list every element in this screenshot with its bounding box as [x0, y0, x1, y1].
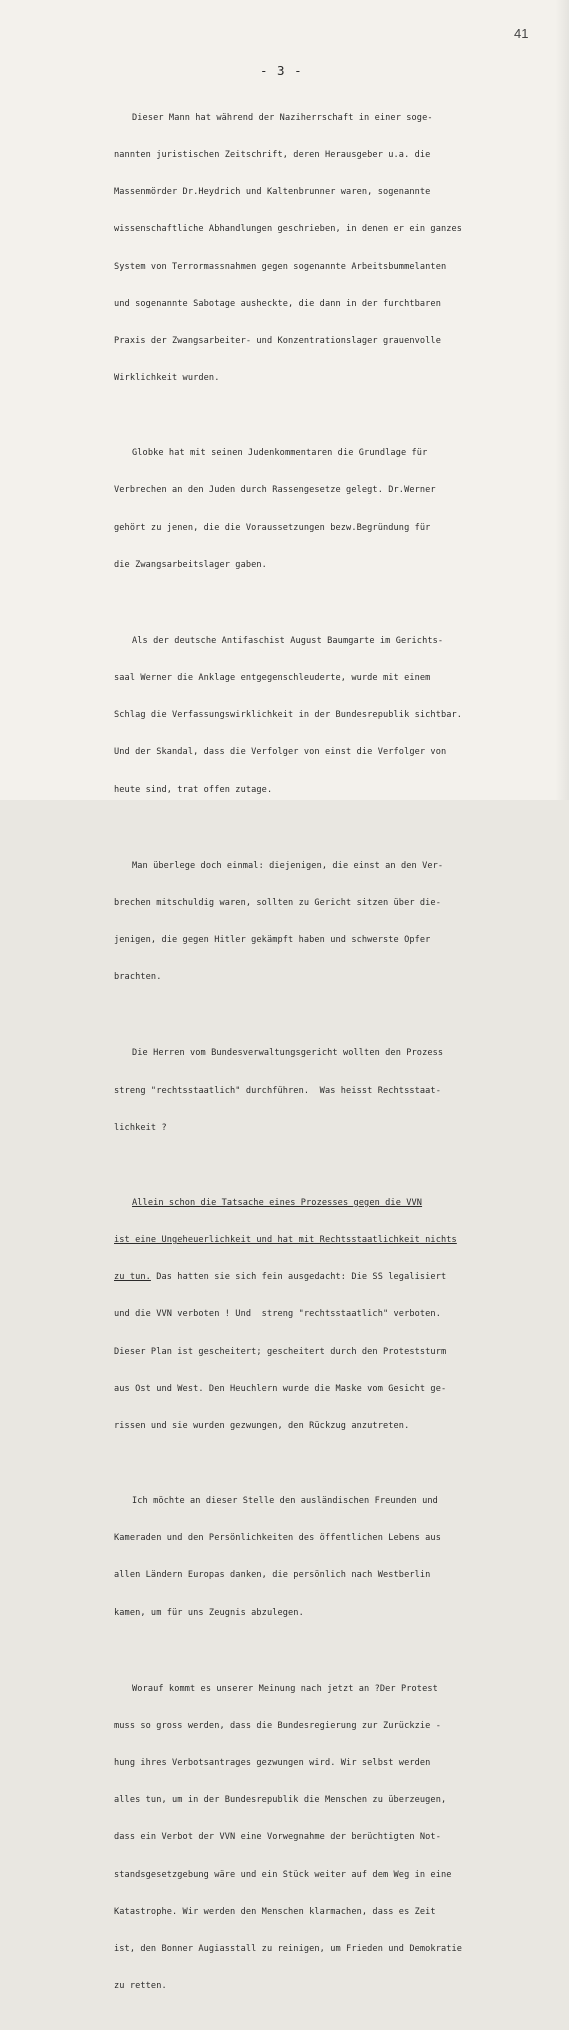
text-line: und die VVN verboten ! Und streng "rechtsstaatlich" verboten. — [114, 1309, 441, 1320]
text-line: Globke hat mit seinen Judenkommentaren die Grundlage für — [132, 448, 428, 459]
text-line: heute sind, trat offen zutage. — [114, 784, 273, 795]
text-line: allen Ländern Europas danken, die persönlich nach Westberlin — [114, 1570, 431, 1581]
text-fragment: Das hatten sie sich fein ausgedacht: Die SS legalisiert — [150, 1272, 447, 1283]
text-line: nannten juristischen Zeitschrift, deren Herausgeber u.a. die — [114, 150, 431, 161]
underlined-text-line: Allein schon die Tatsache eines Prozesses gegen die VVN — [132, 1197, 423, 1208]
text-line: rissen und sie wurden gezwungen, den Rückzug anzutreten. — [114, 1420, 410, 1431]
text-line: die Zwangsarbeitslager gaben. — [114, 559, 267, 570]
text-line: alles tun, um in der Bundesrepublik die Menschen zu überzeugen, — [114, 1795, 447, 1806]
text-line: saal Werner die Anklage entgegenschleuderte, wurde mit einem — [114, 673, 431, 684]
text-line: Worauf kommt es unserer Meinung nach jetzt an ?Der Protest — [132, 1683, 438, 1694]
text-line: gehört zu jenen, die die Voraussetzungen bezw.Begründung für — [114, 522, 431, 533]
underlined-text-fragment: zu tun. — [114, 1272, 151, 1283]
page-edge-shadow — [555, 0, 569, 800]
text-line: jenigen, die gegen Hitler gekämpft haben und schwerste Opfer — [114, 935, 431, 946]
text-line: Katastrophe. Wir werden den Menschen klarmachen, dass es Zeit — [114, 1906, 436, 1917]
paragraph-1 — [114, 87, 514, 409]
paragraph-2 — [114, 422, 514, 596]
text-line: Kameraden und den Persönlichkeiten des öffentlichen Lebens aus — [114, 1533, 441, 1544]
text-line: Als der deutsche Antifaschist August Baumgarte im Gerichts- — [132, 635, 444, 646]
paragraph-7 — [114, 1470, 514, 1644]
text-line: und sogenannte Sabotage ausheckte, die dann in der furchtbaren — [114, 298, 441, 309]
text-line: lichkeit ? — [114, 1122, 167, 1133]
typed-page-marker: - 3 - — [260, 63, 303, 78]
text-line: Praxis der Zwangsarbeiter- und Konzentrationslager grauenvolle — [114, 336, 441, 347]
paragraph-5 — [114, 1023, 514, 1159]
text-line: wissenschaftliche Abhandlungen geschrieben, in denen er ein ganzes — [114, 224, 463, 235]
text-line: System von Terrormassnahmen gegen sogenannte Arbeitsbummelanten — [114, 261, 447, 272]
text-line: Massenmörder Dr.Heydrich und Kaltenbrunner waren, sogenannte — [114, 187, 431, 198]
text-line: aus Ost und West. Den Heuchlern wurde die Maske vom Gesicht ge- — [114, 1383, 447, 1394]
text-line: ist, den Bonner Augiasstall zu reinigen, um Frieden und Demokratie — [114, 1944, 463, 1955]
text-line: muss so gross werden, dass die Bundesregierung zur Zurückzie - — [114, 1720, 441, 1731]
text-line: kamen, um für uns Zeugnis abzulegen. — [114, 1607, 304, 1618]
typed-text-body — [114, 87, 514, 2030]
text-line: standsgesetzgebung wäre und ein Stück weiter auf dem Weg in eine — [114, 1869, 452, 1880]
text-line: brechen mitschuldig waren, sollten zu Gericht sitzen über die- — [114, 897, 441, 908]
paragraph-8 — [114, 1658, 514, 2018]
text-line: Und der Skandal, dass die Verfolger von einst die Verfolger von — [114, 747, 447, 758]
paragraph-6 — [114, 1172, 514, 1457]
text-line: Schlag die Verfassungswirklichkeit in der Bundesrepublik sichtbar. — [114, 710, 463, 721]
text-line: Verbrechen an den Juden durch Rassengesetze gelegt. Dr.Werner — [114, 485, 436, 496]
handwritten-page-number: 41 — [514, 26, 529, 41]
text-line — [114, 1271, 514, 1283]
text-line: brachten. — [114, 972, 162, 983]
text-line: Dieser Mann hat während der Naziherrschaft in einer soge- — [132, 112, 433, 123]
underlined-text-line: ist eine Ungeheuerlichkeit und hat mit Rechtsstaatlichkeit nichts — [114, 1234, 457, 1245]
text-line: zu retten. — [114, 1981, 167, 1992]
text-line: dass ein Verbot der VVN eine Vorwegnahme der berüchtigten Not- — [114, 1832, 441, 1843]
paragraph-3 — [114, 610, 514, 821]
text-line: Man überlege doch einmal: diejenigen, die einst an den Ver- — [132, 860, 444, 871]
text-line: streng "rechtsstaatlich" durchführen. Was heisst Rechtsstaat- — [114, 1085, 441, 1096]
text-line: Dieser Plan ist gescheitert; gescheitert durch den Proteststurm — [114, 1346, 447, 1357]
text-line: Ich möchte an dieser Stelle den ausländischen Freunden und — [132, 1495, 438, 1506]
text-line: Die Herren vom Bundesverwaltungsgericht wollten den Prozess — [132, 1048, 444, 1059]
text-line: Wirklichkeit wurden. — [114, 373, 220, 384]
paragraph-4 — [114, 835, 514, 1009]
text-line: hung ihres Verbotsantrages gezwungen wird. Wir selbst werden — [114, 1758, 431, 1769]
